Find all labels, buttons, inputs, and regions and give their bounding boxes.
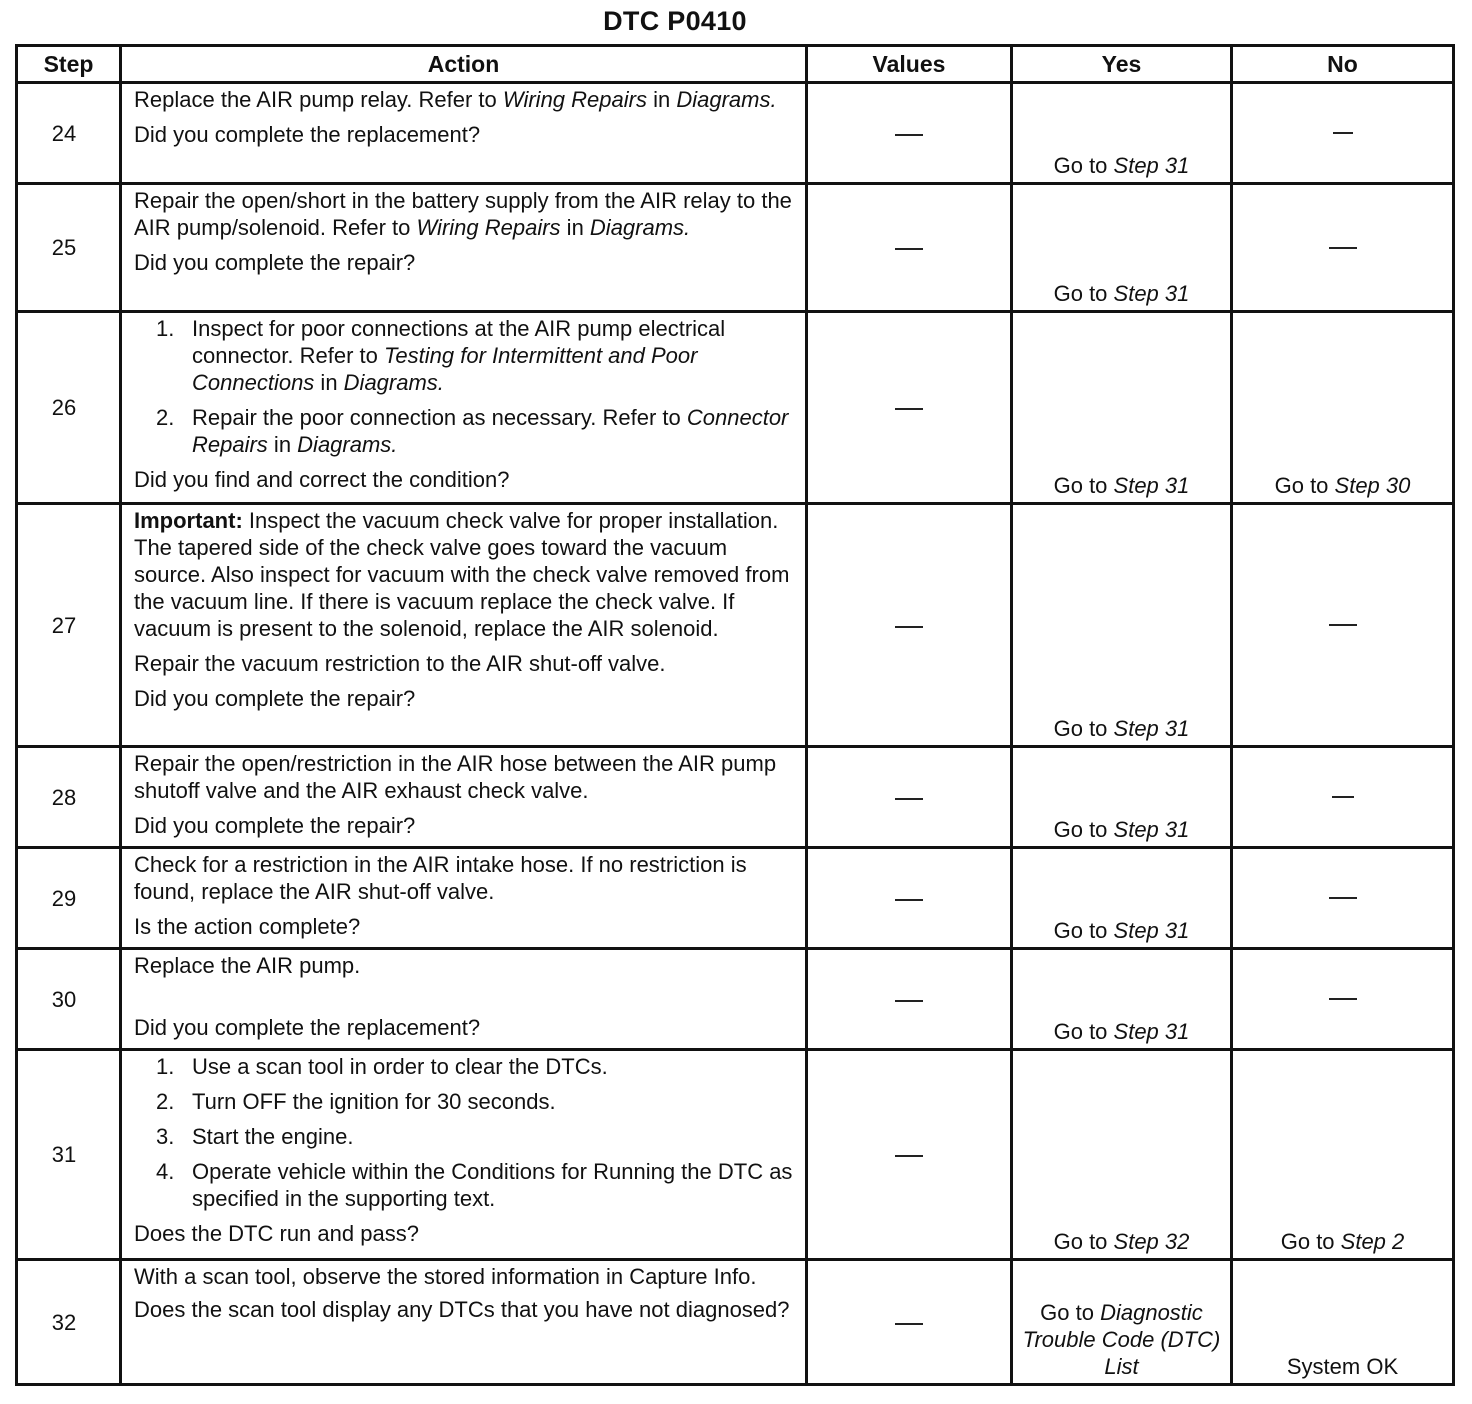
no-cell	[1232, 184, 1454, 312]
dtc-table	[15, 44, 1455, 1386]
yes-cell: Go to Diagnostic Trouble Code (DTC) List	[1012, 1260, 1232, 1385]
values-cell	[807, 184, 1012, 312]
action-text: Check for a restriction in the AIR intake hose. If no restriction is found, replace the AIR shut-off valve.	[134, 852, 747, 904]
step-number: 32	[17, 1260, 121, 1385]
header-step: Step	[17, 46, 121, 83]
action-question: Did you find and correct the condition?	[134, 467, 510, 492]
action-question: Does the scan tool display any DTCs that you have not diagnosed?	[134, 1297, 790, 1322]
step-number: 30	[17, 949, 121, 1050]
action-question: Does the DTC run and pass?	[134, 1221, 419, 1246]
action-cell	[121, 1050, 807, 1260]
action-question: Did you complete the replacement?	[134, 122, 481, 147]
table-row	[17, 848, 1454, 949]
dash-mark	[1329, 247, 1357, 249]
no-cell	[1232, 504, 1454, 747]
header-no: No	[1232, 46, 1454, 83]
values-cell	[807, 747, 1012, 848]
yes-step-link: Step 31	[1113, 817, 1190, 842]
action-cell	[121, 83, 807, 184]
yes-step-link: Step 31	[1113, 281, 1190, 306]
no-cell	[1232, 848, 1454, 949]
yes-step-link: Step 31	[1113, 918, 1190, 943]
yes-cell: Go to Step 31	[1012, 312, 1232, 504]
table-row	[17, 1260, 1454, 1385]
action-question: Did you complete the repair?	[134, 686, 416, 711]
yes-step-link: Step 31	[1113, 153, 1190, 178]
no-cell	[1232, 949, 1454, 1050]
no-step-link: Step 30	[1334, 473, 1411, 498]
table-row	[17, 184, 1454, 312]
header-action: Action	[121, 46, 807, 83]
header-yes: Yes	[1012, 46, 1232, 83]
important-note: Important: Inspect the vacuum check valve for proper installation. The tapered side of the check valve goes toward the vacuum source. Also inspect for vacuum with the check valve removed from the vacuum line. If there is vacuum replace the check valve. If vacuum is present to the solenoid, replace the AIR solenoid.	[134, 508, 790, 641]
no-cell	[1232, 747, 1454, 848]
action-cell	[121, 184, 807, 312]
no-cell	[1232, 83, 1454, 184]
step-number: 31	[17, 1050, 121, 1260]
dash-mark	[895, 1000, 923, 1002]
values-cell	[807, 1050, 1012, 1260]
action-question: Did you complete the repair?	[134, 813, 416, 838]
dash-mark	[1332, 796, 1354, 798]
yes-ref-link: Diagnostic Trouble Code (DTC) List	[1022, 1300, 1221, 1379]
header-values: Values	[807, 46, 1012, 83]
values-cell	[807, 83, 1012, 184]
no-step-link: Step 2	[1340, 1229, 1405, 1254]
action-cell	[121, 312, 807, 504]
yes-cell: Go to Step 31	[1012, 848, 1232, 949]
action-text: Replace the AIR pump relay. Refer to Wiring Repairs in Diagrams.	[134, 87, 777, 112]
action-text: Repair the vacuum restriction to the AIR shut-off valve.	[134, 651, 666, 676]
dash-mark	[895, 134, 923, 136]
dash-mark	[1333, 132, 1353, 134]
table-row	[17, 949, 1454, 1050]
action-cell	[121, 848, 807, 949]
action-cell	[121, 747, 807, 848]
dash-mark	[895, 408, 923, 410]
yes-step-link: Step 31	[1113, 1019, 1190, 1044]
action-text: Replace the AIR pump.	[134, 953, 361, 978]
action-question: Did you complete the repair?	[134, 250, 416, 275]
action-text: Repair the open/restriction in the AIR hose between the AIR pump shutoff valve and the AIR exhaust check valve.	[134, 751, 777, 803]
yes-step-link: Step 32	[1113, 1229, 1190, 1254]
table-row	[17, 1050, 1454, 1260]
yes-step-link: Step 31	[1113, 716, 1190, 741]
table-row	[17, 83, 1454, 184]
step-number: 25	[17, 184, 121, 312]
action-text: With a scan tool, observe the stored information in Capture Info.	[134, 1264, 757, 1289]
values-cell	[807, 504, 1012, 747]
action-text: Repair the open/short in the battery supply from the AIR relay to the AIR pump/solenoid. Refer to Wiring Repairs in Diagrams.	[134, 188, 792, 240]
page-title: DTC P0410	[603, 6, 747, 36]
step-number: 26	[17, 312, 121, 504]
step-number: 27	[17, 504, 121, 747]
table-row	[17, 504, 1454, 747]
action-cell	[121, 1260, 807, 1385]
table-row	[17, 312, 1454, 504]
no-cell: System OK	[1232, 1260, 1454, 1385]
no-cell: Go to Step 30	[1232, 312, 1454, 504]
values-cell	[807, 848, 1012, 949]
values-cell	[807, 1260, 1012, 1385]
yes-cell: Go to Step 31	[1012, 747, 1232, 848]
dash-mark	[1329, 624, 1357, 626]
no-cell: Go to Step 2	[1232, 1050, 1454, 1260]
yes-step-link: Step 31	[1113, 473, 1190, 498]
dash-mark	[895, 248, 923, 250]
yes-cell: Go to Step 31	[1012, 504, 1232, 747]
yes-cell: Go to Step 31	[1012, 949, 1232, 1050]
dash-mark	[895, 798, 923, 800]
yes-cell: Go to Step 31	[1012, 83, 1232, 184]
values-cell	[807, 949, 1012, 1050]
dash-mark	[1329, 998, 1357, 1000]
action-question: Is the action complete?	[134, 914, 361, 939]
dash-mark	[895, 1323, 923, 1325]
table-row	[17, 747, 1454, 848]
list-item: 1. Use a scan tool in order to clear the DTCs.	[156, 1054, 608, 1079]
dash-mark	[895, 899, 923, 901]
action-cell	[121, 949, 807, 1050]
action-question: Did you complete the replacement?	[134, 1015, 481, 1040]
list-item: 1. Inspect for poor connections at the AIR pump electrical connector. Refer to Testing for Intermittent and Poor Connections in Diagrams.	[156, 316, 726, 395]
action-cell	[121, 504, 807, 747]
dash-mark	[895, 1155, 923, 1157]
step-number: 24	[17, 83, 121, 184]
header-row	[17, 46, 1454, 83]
dash-mark	[1329, 897, 1357, 899]
list-item: 2. Turn OFF the ignition for 30 seconds.	[156, 1089, 556, 1114]
yes-cell: Go to Step 31	[1012, 184, 1232, 312]
dash-mark	[895, 626, 923, 628]
values-cell	[807, 312, 1012, 504]
list-item: 4. Operate vehicle within the Conditions for Running the DTC as specified in the supporting text.	[156, 1159, 793, 1211]
step-number: 28	[17, 747, 121, 848]
yes-cell: Go to Step 32	[1012, 1050, 1232, 1260]
list-item: 2. Repair the poor connection as necessary. Refer to Connector Repairs in Diagrams.	[156, 405, 789, 457]
list-item: 3. Start the engine.	[156, 1124, 354, 1149]
step-number: 29	[17, 848, 121, 949]
